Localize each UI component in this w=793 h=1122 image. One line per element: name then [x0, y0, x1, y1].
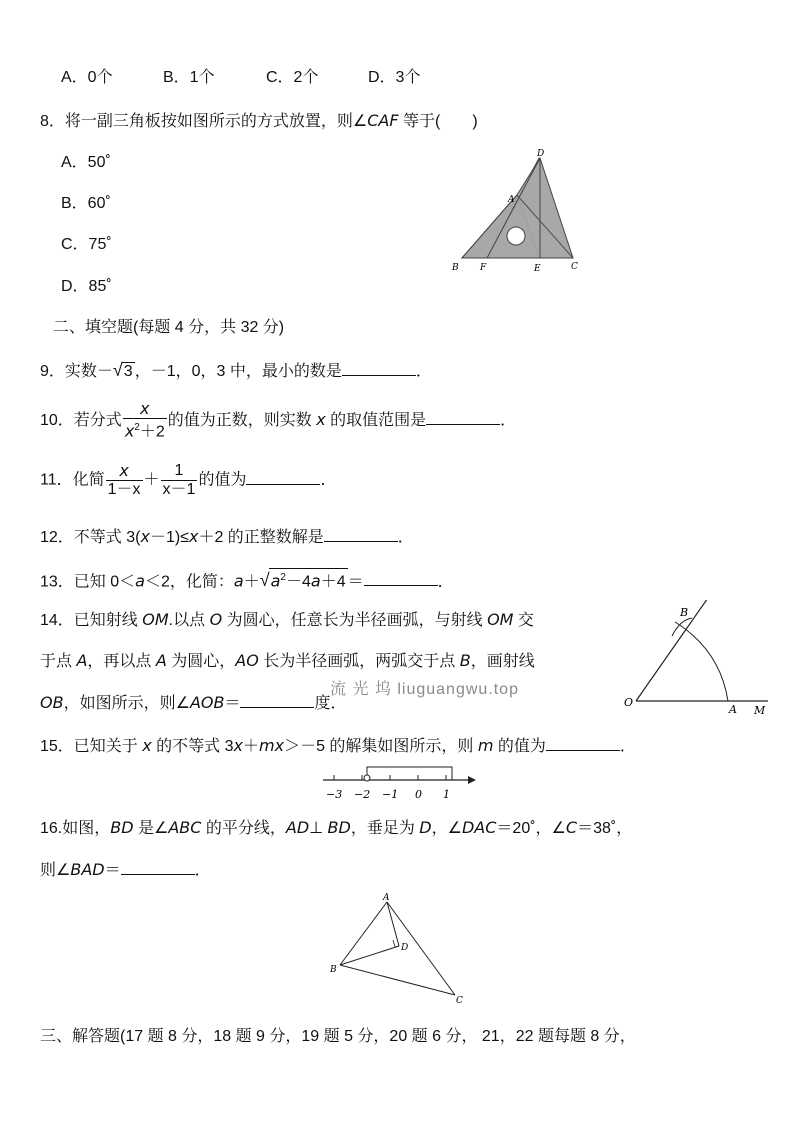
q8-text: 8．将一副三角板按如图所示的方式放置，则∠ — [40, 113, 368, 130]
q14-l3-pre: OB — [40, 693, 64, 712]
q15-answer-blank[interactable] — [546, 736, 620, 751]
q9-answer-blank[interactable] — [342, 361, 416, 376]
q15-mx: mx — [259, 736, 285, 755]
q15-post: ＞－5 的解集如图所示，则 — [284, 738, 478, 755]
q14-l2-mid2: 为圆心， — [166, 653, 236, 670]
q13-rad-tail: ＋4 — [320, 573, 346, 591]
q8-question — [40, 111, 478, 132]
q11-post: 的值为 — [198, 471, 247, 489]
q16-bd: BD — [110, 818, 134, 837]
q16-mid6: ＝38˚， — [577, 820, 633, 837]
q14-b: B — [459, 651, 471, 670]
q16-mid5: ＝20˚，∠ — [496, 820, 566, 837]
q14-l2-end: ，画射线 — [470, 653, 535, 670]
q14-l2-pre: 于点 — [40, 653, 77, 670]
q13-a1: a — [135, 571, 145, 591]
label-c: C — [571, 262, 578, 272]
q13-rad-a2: a — [310, 571, 321, 591]
q14-answer-blank[interactable] — [240, 693, 314, 708]
q14-l1-mid: .以点 — [168, 612, 210, 629]
q13-pre: 13．已知 0＜ — [40, 573, 136, 591]
q14-o: O — [209, 610, 223, 629]
watermark: 流 光 坞 liuguangwu.top — [330, 681, 519, 698]
q13-radicand — [269, 568, 348, 591]
label-c: C — [456, 996, 463, 1006]
q10-post: 的值为正数，则实数 — [167, 411, 317, 429]
q16-l2-pre: 则∠ — [40, 862, 71, 879]
q15-pre: 15．已知关于 — [40, 738, 143, 755]
label-f: F — [480, 263, 487, 273]
q8-var: CAF — [367, 111, 399, 130]
q16-pre: 16.如图， — [40, 820, 111, 837]
q13-end: ． — [437, 573, 454, 591]
q9-question — [40, 360, 432, 382]
q8-option-b: B．60˚ — [61, 195, 111, 212]
q11-answer-blank[interactable] — [246, 470, 320, 485]
q14-l2-mid: ，再以点 — [87, 653, 156, 670]
q11-plus: ＋ — [143, 471, 160, 489]
q16-line-1 — [40, 818, 632, 839]
q14-l1-post: 为圆心，任意长为半径画弧，与射线 — [222, 612, 488, 629]
q13-rad-a: a — [270, 571, 281, 591]
q16-bad: BAD — [70, 860, 105, 879]
q12-mid: －1)≤ — [149, 529, 189, 546]
q14-l3-end: 度． — [314, 695, 347, 712]
q14-l3-eq: ＝ — [224, 695, 241, 712]
q16-mid1: 是∠ — [133, 820, 169, 837]
q13-question — [40, 568, 454, 592]
q13-rad-exp: 2 — [280, 572, 286, 583]
q15-mid: 的不等式 3 — [151, 738, 234, 755]
q10-answer-blank[interactable] — [426, 410, 500, 425]
q16-perp: ⊥ — [309, 820, 328, 837]
tick-neg3: −3 — [326, 788, 343, 801]
q11-question — [40, 462, 336, 499]
radical-sign: √ — [259, 570, 270, 591]
q16-dac: DAC — [461, 818, 497, 837]
q16-answer-blank[interactable] — [121, 860, 195, 875]
label-b: B — [330, 965, 337, 975]
q11-pre: 11．化简 — [40, 471, 105, 489]
q14-ao: AO — [235, 651, 259, 670]
label-e: E — [534, 264, 541, 274]
label-d: D — [401, 943, 409, 953]
q9-end: ． — [415, 363, 432, 380]
q9-post: ，－1，0，3 中，最小的数是 — [134, 363, 342, 380]
tick-1: 1 — [443, 788, 450, 801]
q16-d: D — [419, 818, 432, 837]
q11-end: ． — [320, 471, 337, 489]
triangle-abc-figure — [325, 890, 475, 1010]
q16-c: C — [565, 818, 578, 837]
q14-line-3 — [40, 693, 346, 714]
q10-den-base: x — [124, 421, 135, 441]
q15-question — [40, 736, 636, 757]
label-b: B — [680, 606, 689, 619]
ray-construction-figure — [620, 600, 770, 720]
radical-sign: √ — [112, 360, 123, 380]
q13-eq: ＝ — [347, 573, 364, 591]
q14-l1-end: 交 — [513, 612, 534, 629]
q7-option-b: B．1个 — [163, 69, 215, 86]
q7-option-a: A．0个 — [61, 69, 113, 86]
q14-om: OM — [142, 610, 169, 629]
tick-neg2: −2 — [354, 788, 371, 801]
q11-denominator-2: x－1 — [162, 481, 196, 498]
label-o: O — [624, 696, 634, 709]
q12-var: x — [140, 527, 150, 546]
q10-var: x — [316, 409, 326, 429]
q10-fraction — [123, 400, 167, 441]
q12-question — [40, 527, 414, 548]
q8-option-d: D．85˚ — [61, 278, 112, 295]
q16-line-2 — [40, 860, 211, 881]
q15-x2: x — [233, 736, 243, 755]
q14-l1-pre: 14．已知射线 — [40, 612, 143, 629]
q12-var2: x — [188, 527, 199, 546]
q12-answer-blank[interactable] — [324, 527, 398, 542]
section-2-heading: 二、填空题(每题 4 分，共 32 分) — [53, 319, 285, 336]
q16-mid3: ，垂足为 — [350, 820, 420, 837]
q10-den-tail: ＋2 — [139, 423, 165, 441]
q14-l2-mid3: 长为半径画弧，两弧交于点 — [258, 653, 460, 670]
q15-plus: ＋ — [242, 738, 259, 755]
label-a: A — [383, 893, 390, 903]
label-d: D — [537, 149, 545, 159]
q13-mid: ＜2，化简： — [144, 573, 234, 591]
tick-neg1: −1 — [382, 788, 399, 801]
q11-fraction-2 — [161, 462, 198, 499]
label-a: A — [729, 703, 737, 716]
q12-pre: 12．不等式 3( — [40, 529, 141, 546]
q12-post: ＋2 的正整数解是 — [198, 529, 324, 546]
q16-end: ． — [194, 862, 211, 879]
q13-rad-mid: －4 — [285, 573, 311, 591]
q14-a2: A — [155, 651, 167, 670]
q14-a: A — [76, 651, 88, 670]
q16-l2-eq: ＝ — [104, 862, 121, 879]
q15-m: m — [477, 736, 494, 755]
number-line-figure — [318, 762, 478, 802]
q11-denominator-1: 1－x — [107, 481, 141, 498]
q16-mid2: 的平分线， — [201, 820, 286, 837]
q15-x: x — [142, 736, 152, 755]
q10-post2: 的取值范围是 — [325, 411, 427, 429]
triangle-boards-figure — [445, 140, 595, 276]
label-m: M — [754, 704, 766, 717]
q11-numerator-2: 1 — [174, 462, 184, 479]
q9-radicand: 3 — [123, 363, 133, 380]
q8-option-a: A．50˚ — [61, 154, 111, 171]
q16-abc: ABC — [168, 818, 202, 837]
q12-end: ． — [397, 529, 414, 546]
q14-aob: AOB — [189, 693, 225, 712]
q16-bd2: BD — [327, 818, 351, 837]
q10-pre: 10．若分式 — [40, 411, 122, 429]
tick-0: 0 — [415, 788, 422, 801]
label-b: B — [452, 263, 459, 273]
section-3-heading: 三、解答题(17 题 8 分，18 题 9 分，19 题 5 分，20 题 6 分， 21，22 题每题 8 分， — [40, 1028, 636, 1045]
q15-end: ． — [619, 738, 636, 755]
q10-numerator: x — [140, 399, 150, 418]
q13-a2: a — [233, 571, 244, 591]
q10-den-exp: 2 — [134, 422, 140, 433]
q7-option-d: D．3个 — [368, 69, 421, 86]
q8-option-c: C．75˚ — [61, 236, 112, 253]
q10-question — [40, 400, 516, 441]
q10-end: ． — [500, 411, 517, 429]
q14-line-1 — [40, 610, 534, 631]
q11-numerator-1: x — [119, 461, 129, 480]
q16-mid4: ，∠ — [431, 820, 462, 837]
q13-answer-blank[interactable] — [364, 571, 438, 586]
q14-l3-mid: ，如图所示，则∠ — [63, 695, 190, 712]
label-a: A — [508, 195, 515, 205]
q13-plus: ＋ — [243, 573, 260, 591]
q14-om2: OM — [487, 610, 514, 629]
q16-ad: AD — [285, 818, 310, 837]
q8-tail: 等于( ) — [398, 113, 478, 130]
q11-fraction-1 — [106, 462, 143, 499]
q14-line-2 — [40, 651, 535, 672]
q9-pre: 9．实数－ — [40, 363, 113, 380]
q7-option-c: C．2个 — [266, 69, 319, 86]
q15-post2: 的值为 — [493, 738, 546, 755]
